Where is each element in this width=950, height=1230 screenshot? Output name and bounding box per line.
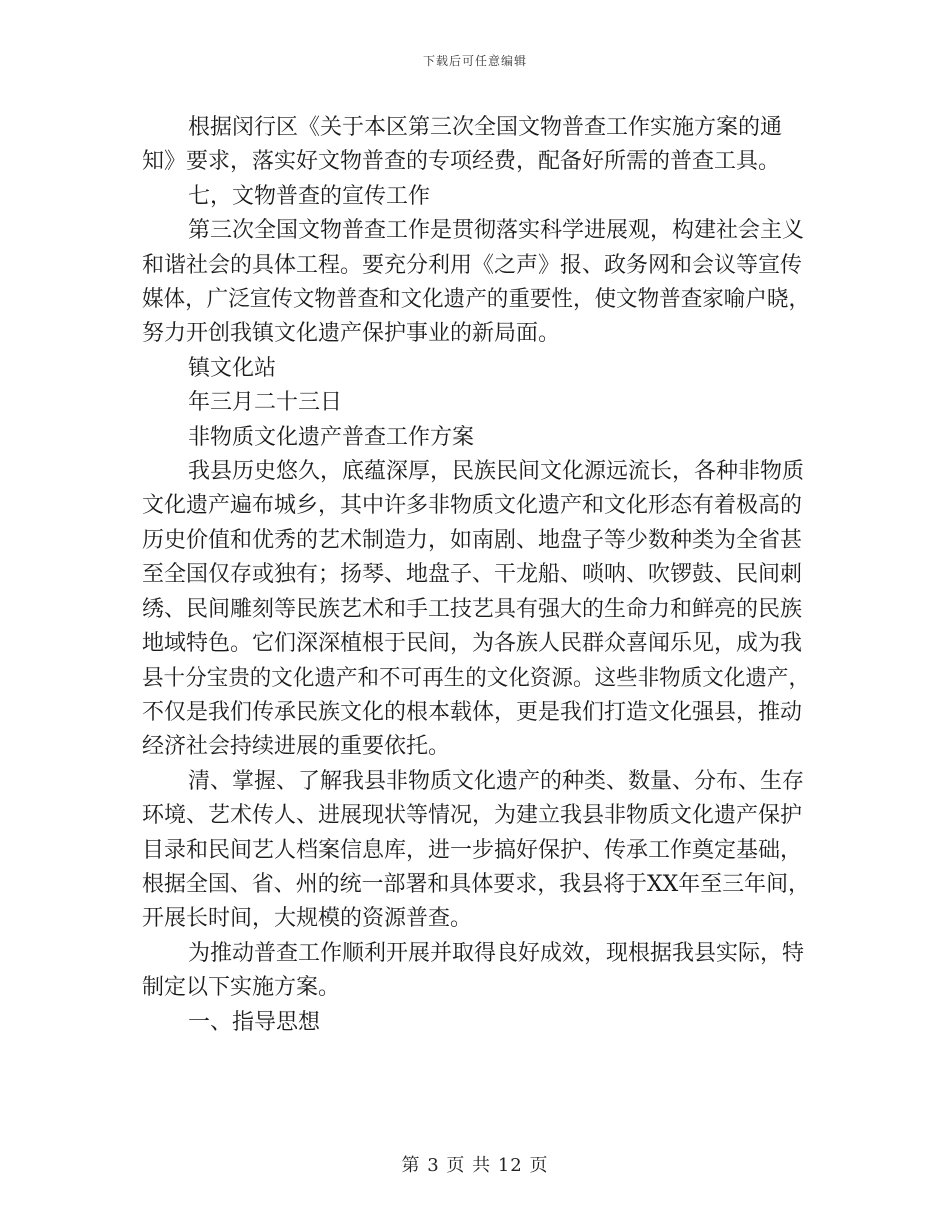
- page-footer: 第 3 页 共 12 页: [401, 1155, 549, 1176]
- text-line: 经济社会持续进展的重要依托。: [142, 734, 451, 760]
- text-line: 年三月二十三日: [188, 390, 343, 416]
- text-line: 不仅是我们传承民族文化的根本载体，更是我们打造文化强县，推动: [142, 699, 803, 725]
- text-line: 知》要求，落实好文物普查的专项经费，配备好所需的普查工具。: [142, 149, 781, 175]
- page-header: 下载后可任意编辑: [422, 54, 527, 68]
- text-line: 制定以下实施方案。: [142, 975, 341, 1001]
- text-line: 第三次全国文物普查工作是贯彻落实科学进展观，构建社会主义: [188, 218, 805, 244]
- text-line: 历史价值和优秀的艺术制造力，如南剧、地盘子等少数种类为全省甚: [142, 527, 803, 553]
- text-line: 县十分宝贵的文化遗产和不可再生的文化资源。这些非物质文化遗产，: [142, 665, 810, 691]
- document-body: [142, 111, 810, 1040]
- text-line: 地域特色。它们深深植根于民间，为各族人民群众喜闻乐见，成为我: [142, 631, 803, 657]
- text-line: 为推动普查工作顺利开展并取得良好成效，现根据我县实际，特: [188, 940, 805, 966]
- text-line: 清、掌握、了解我县非物质文化遗产的种类、数量、分布、生存: [188, 768, 805, 794]
- text-line: 绣、民间雕刻等民族艺术和手工技艺具有强大的生命力和鲜亮的民族: [142, 596, 803, 622]
- text-line: 文化遗产遍布城乡，其中许多非物质文化遗产和文化形态有着极高的: [142, 493, 803, 519]
- text-line: 我县历史悠久，底蕴深厚，民族民间文化源远流长，各种非物质: [188, 459, 805, 485]
- text-line: 努力开创我镇文化遗产保护事业的新局面。: [142, 321, 561, 347]
- text-line: 目录和民间艺人档案信息库，进一步搞好保护、传承工作奠定基础，: [142, 837, 803, 863]
- text-line: 开展长时间，大规模的资源普查。: [142, 906, 473, 932]
- text-line: 七，文物普查的宣传工作: [188, 183, 431, 209]
- text-line: 镇文化站: [188, 355, 277, 381]
- text-line: 媒体，广泛宣传文物普查和文化遗产的重要性，使文物普查家喻户晓，: [142, 287, 810, 313]
- text-line: 一、指导思想: [188, 1009, 321, 1035]
- text-line: 至全国仅存或独有；扬琴、地盘子、干龙船、唢呐、吹锣鼓、民间刺: [142, 562, 803, 588]
- text-line: 根据闵行区《关于本区第三次全国文物普查工作实施方案的通: [188, 115, 783, 140]
- text-line: 非物质文化遗产普查工作方案: [188, 424, 475, 450]
- text-line: 根据全国、省、州的统一部署和具体要求，我县将于XX年至三年间，: [142, 871, 810, 897]
- text-line: 环境、艺术传人、进展现状等情况，为建立我县非物质文化遗产保护: [142, 803, 803, 829]
- text-line: 和谐社会的具体工程。要充分利用《之声》报、政务网和会议等宣传: [142, 252, 803, 278]
